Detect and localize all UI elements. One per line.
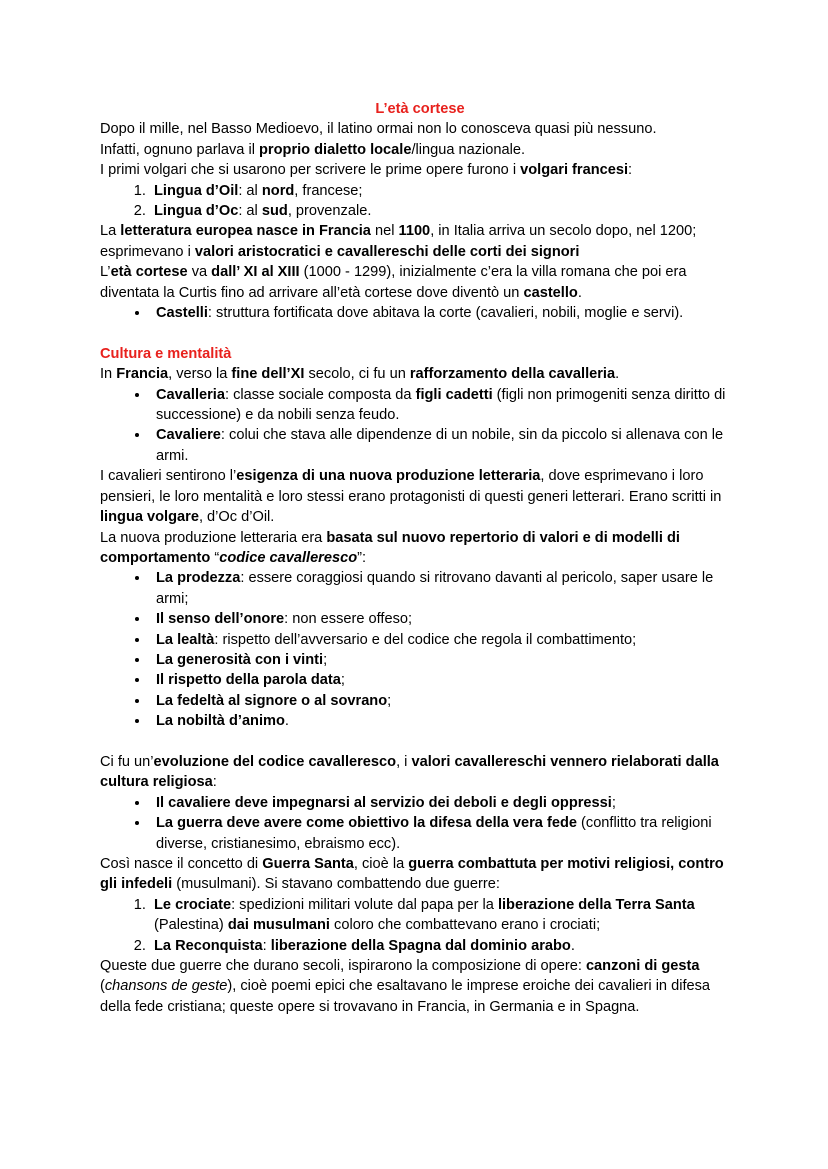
page-title: L’età cortese: [375, 101, 465, 117]
list-item: • La fedeltà al signore o al sovrano;: [150, 691, 740, 711]
list-item: • Cavalleria: classe sociale composta da figli cadetti (figli non primogeniti senza diritto di successione) e da nobili senza feudo.: [150, 385, 740, 426]
list-item: • Il cavaliere deve impegnarsi al servizio dei deboli e degli oppressi;: [150, 793, 740, 813]
list-item: • Il senso dell’onore: non essere offeso;: [150, 609, 740, 629]
evoluzione-paragraph: Ci fu un’evoluzione del codice cavalleresco, i valori cavallereschi vennero rielaborati dalla cultura religiosa:: [100, 753, 719, 791]
castelli-list: [100, 303, 740, 323]
list-item: • La prodezza: essere coraggiosi quando si ritrovano davanti al pericolo, saper usare le armi;: [150, 568, 740, 609]
list-item: • La guerra deve avere come obiettivo la difesa della vera fede (conflitto tra religioni diverse, cristianesimo, ebraismo ecc).: [150, 813, 740, 854]
list-item: • La nobiltà d’animo.: [150, 711, 740, 731]
definitions-list: [100, 385, 740, 467]
list-item: 1. Lingua d’Oil: al nord, francese;: [150, 181, 740, 201]
evoluzione-list: [100, 793, 740, 854]
section-heading: Cultura e mentalità: [100, 345, 232, 362]
document-page: [100, 99, 740, 1017]
list-item: 1. Le crociate: spedizioni militari volute dal papa per la liberazione della Terra Santa (Palestina) dai musulmani coloro che combattevano erano i crociati;: [150, 895, 740, 936]
letteratura-paragraph: La letteratura europea nasce in Francia nel 1100, in Italia arriva un secolo dopo, nel 1200; esprimevano i valori aristocratici e cavallereschi delle corti dei signori L’età cortese va dall’ XI al XIII (1000 - 1299), inizialmente c’era la villa romana che poi era diventata la Curtis fino ad arrivare all’età cortese dove diventò un castello.: [100, 223, 697, 301]
list-item: 2. La Reconquista: liberazione della Spagna dal dominio arabo.: [150, 936, 740, 956]
intro-paragraph: Dopo il mille, nel Basso Medioevo, il latino ormai non lo conosceva quasi più nessuno. Infatti, ognuno parlava il proprio dialetto locale/lingua nazionale. I primi volgari che si usarono per scrivere le prime opere furono i volgari francesi:: [100, 121, 657, 179]
list-item: • Cavaliere: colui che stava alle dipendenze di un nobile, sin da piccolo si allenava con le armi.: [150, 425, 740, 466]
cavalleria-paragraph: In Francia, verso la fine dell’XI secolo, ci fu un rafforzamento della cavalleria.: [100, 366, 620, 383]
valori-list: [100, 568, 740, 731]
produzione-paragraph: I cavalieri sentirono l’esigenza di una nuova produzione letteraria, dove esprimevano i loro pensieri, le loro mentalità e loro stessi erano protagonisti di questi generi letterari. Erano scritti in lingua volgare, d’Oc d’Oil. La nuova produzione letteraria era basata sul nuovo repertorio di valori e di modelli di comportamento “codice cavalleresco”:: [100, 468, 722, 566]
list-item: • Il rispetto della parola data;: [150, 670, 740, 690]
list-item: • La lealtà: rispetto dell’avversario e del codice che regola il combattimento;: [150, 630, 740, 650]
list-item: • Castelli: struttura fortificata dove abitava la corte (cavalieri, nobili, moglie e servi).: [150, 303, 740, 323]
guerre-list: [100, 895, 740, 956]
chansons-paragraph: Queste due guerre che durano secoli, ispirarono la composizione di opere: canzoni di gesta (chansons de geste), cioè poemi epici che esaltavano le imprese eroiche dei cavalieri in difesa della fede cristiana; queste opere si trovavano in Francia, in Germania e in Spagna.: [100, 958, 711, 1015]
list-item: • La generosità con i vinti;: [150, 650, 740, 670]
guerra-santa-paragraph: Così nasce il concetto di Guerra Santa, cioè la guerra combattuta per motivi religiosi, contro gli infedeli (musulmani). Si stavano combattendo due guerre:: [100, 856, 724, 893]
list-item: 2. Lingua d’Oc: al sud, provenzale.: [150, 201, 740, 221]
volgari-list: [100, 181, 740, 222]
